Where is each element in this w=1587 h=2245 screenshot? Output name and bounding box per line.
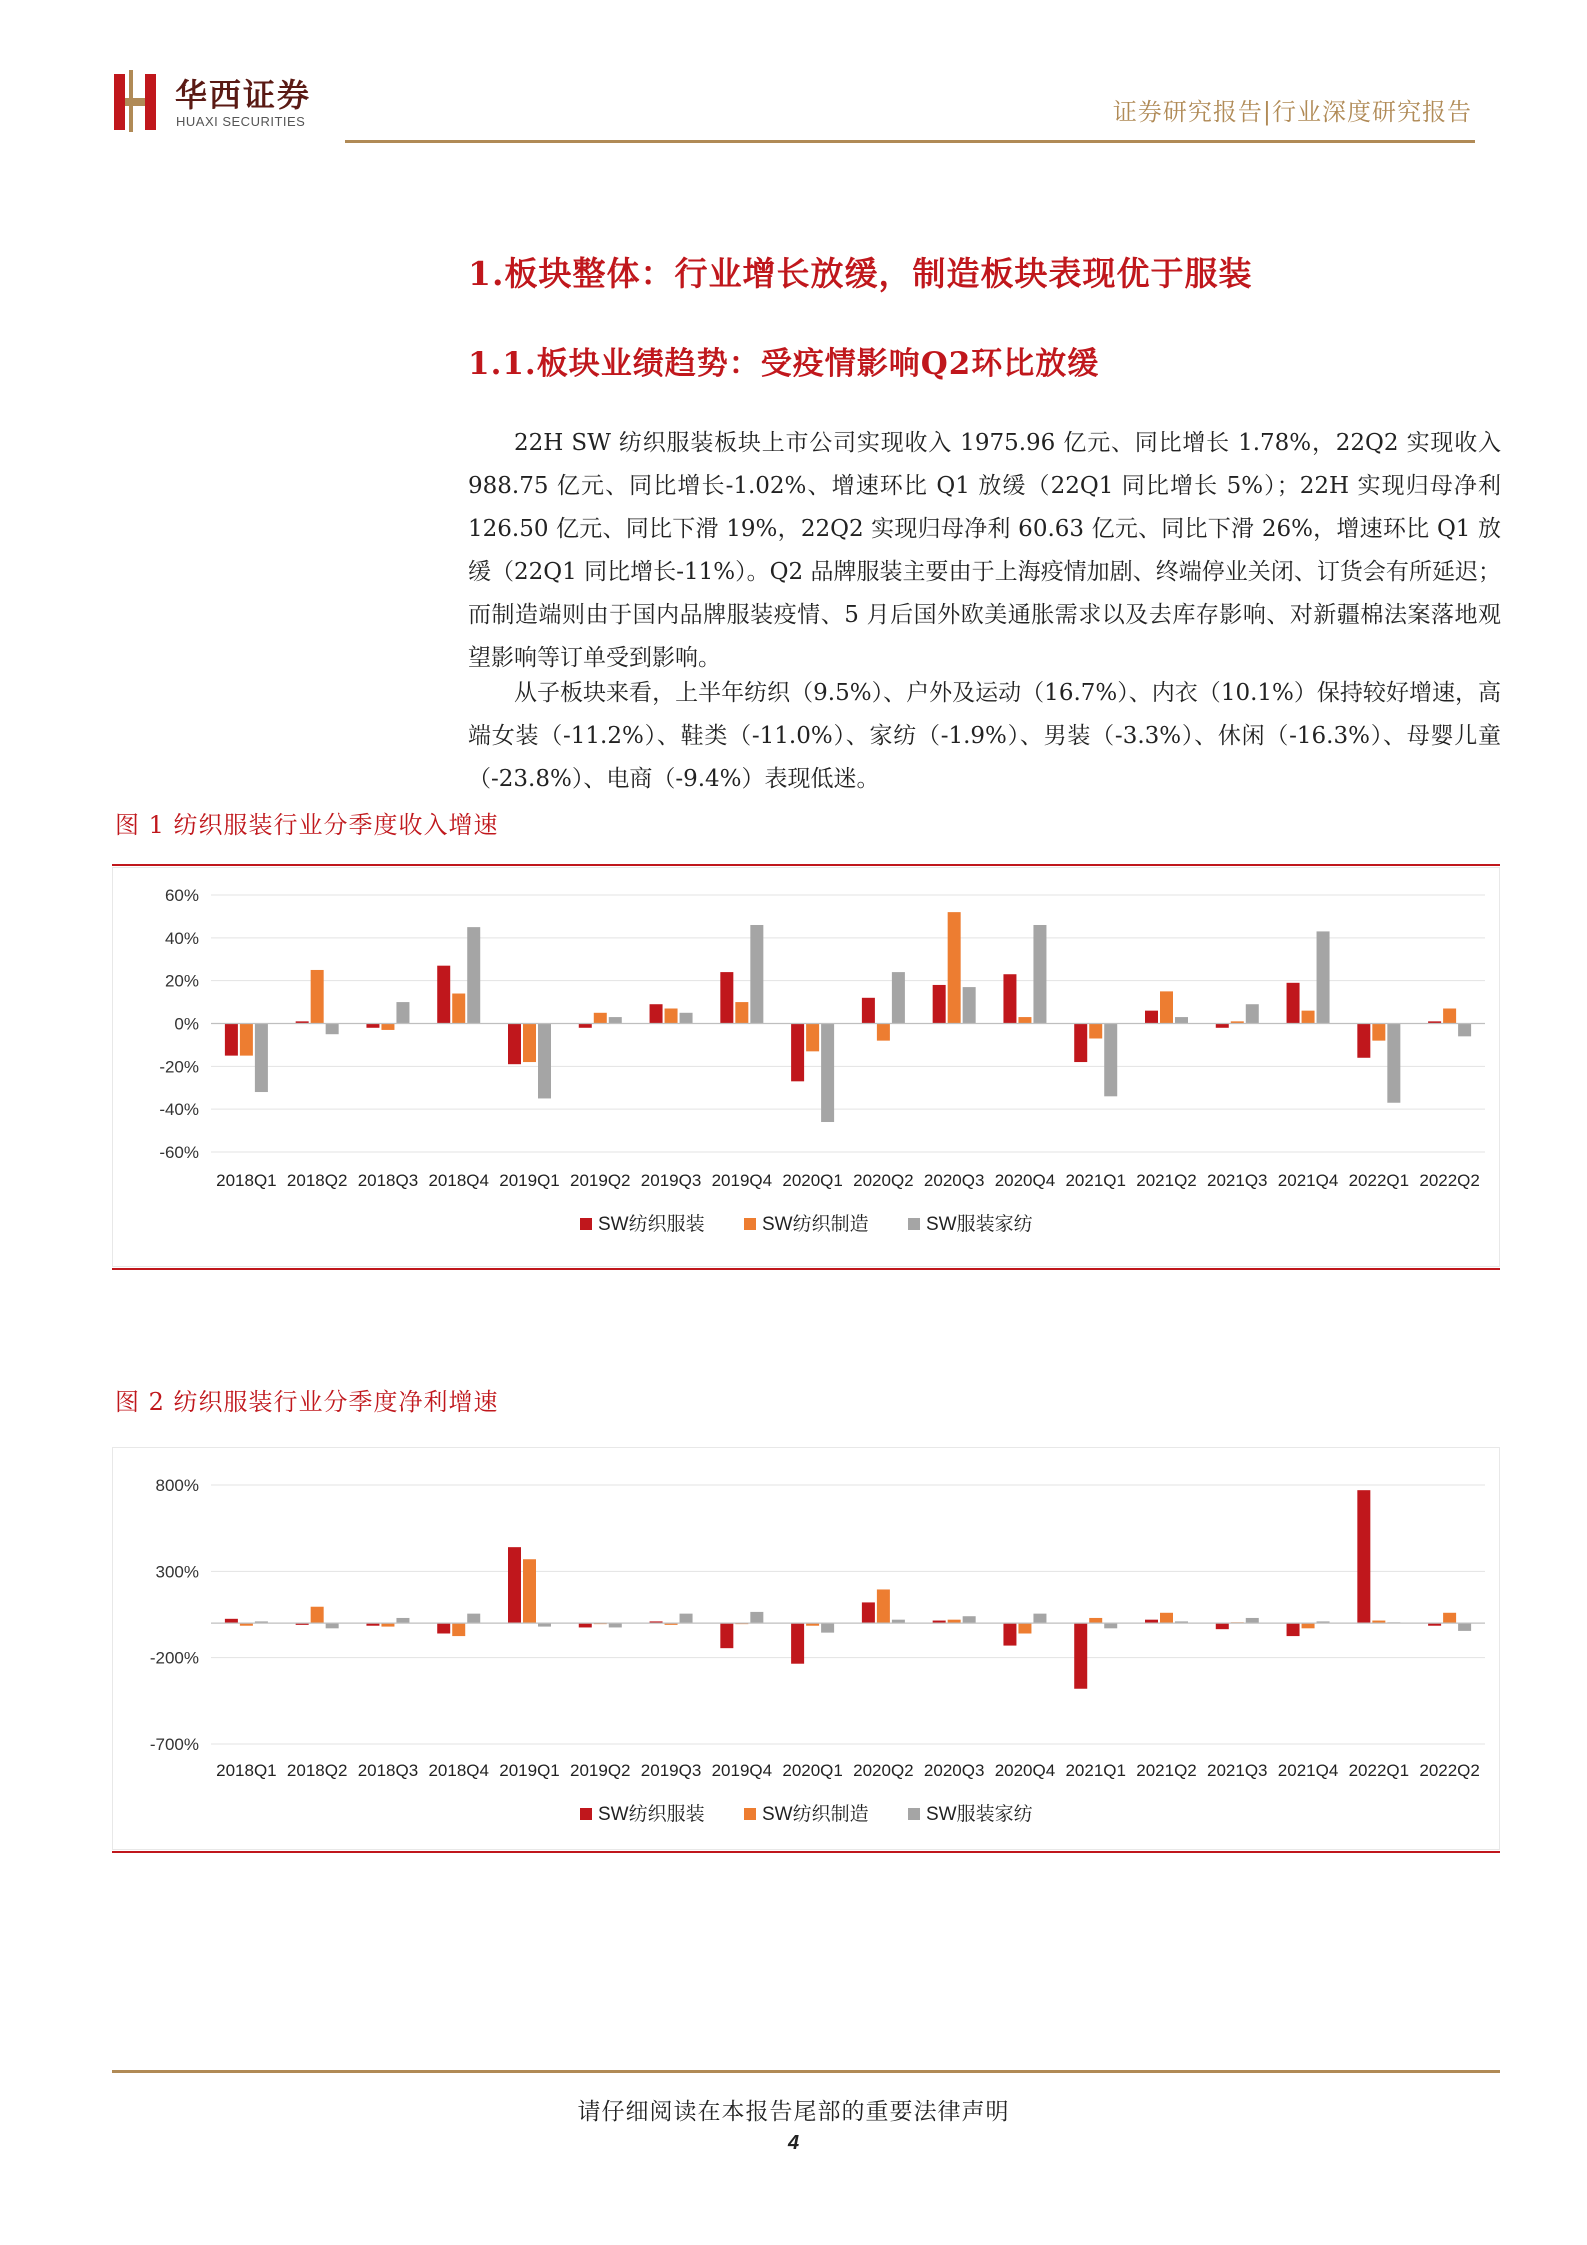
- bar-2022Q1-series-1: [1357, 1490, 1370, 1623]
- x-category-label: 2020Q3: [923, 1761, 985, 1780]
- bar-2018Q1-series-1: [225, 1024, 238, 1056]
- x-category-label: 2019Q4: [711, 1171, 773, 1190]
- footer-divider: [112, 2070, 1500, 2073]
- y-tick-label: -60%: [159, 1143, 199, 1162]
- bar-2018Q3-series-1: [366, 1024, 379, 1028]
- bar-2019Q3-series-2: [665, 1009, 678, 1024]
- bar-2022Q2-series-2: [1443, 1009, 1456, 1024]
- bar-2019Q4-series-3: [750, 925, 763, 1024]
- bar-2018Q3-series-3: [396, 1618, 409, 1623]
- bar-2018Q2-series-2: [311, 1607, 324, 1623]
- x-category-label: 2020Q2: [853, 1761, 914, 1780]
- x-category-label: 2019Q2: [570, 1171, 631, 1190]
- x-category-label: 2019Q1: [499, 1761, 560, 1780]
- header-divider: [345, 140, 1475, 143]
- bar-2019Q2-series-3: [609, 1017, 622, 1023]
- bar-2019Q2-series-1: [579, 1024, 592, 1028]
- bar-2021Q1-series-1: [1074, 1024, 1087, 1063]
- bar-2021Q2-series-3: [1175, 1017, 1188, 1023]
- logo-chinese-name: 华西证券: [175, 76, 312, 114]
- x-category-label: 2021Q2: [1136, 1761, 1197, 1780]
- y-tick-label: -20%: [159, 1057, 199, 1077]
- bar-2022Q2-series-2: [1443, 1613, 1456, 1623]
- figure-1-top-rule: [112, 864, 1500, 866]
- bar-2020Q1-series-1: [791, 1623, 804, 1664]
- bar-2018Q4-series-1: [437, 1623, 450, 1633]
- x-category-label: 2022Q2: [1419, 1761, 1480, 1780]
- x-category-label: 2020Q2: [853, 1171, 914, 1190]
- bar-2018Q4-series-2: [452, 1623, 465, 1636]
- bar-2020Q3-series-1: [933, 985, 946, 1024]
- bar-2021Q1-series-3: [1104, 1024, 1117, 1097]
- legend-label: SW纺织制造: [762, 1214, 869, 1235]
- x-category-label: 2020Q3: [923, 1171, 985, 1190]
- bar-2020Q1-series-2: [806, 1024, 819, 1052]
- bar-2018Q4-series-2: [452, 994, 465, 1024]
- x-category-label: 2021Q2: [1136, 1171, 1197, 1190]
- bar-2020Q2-series-2: [877, 1024, 890, 1041]
- x-category-label: 2018Q1: [216, 1761, 277, 1780]
- y-tick-label: 20%: [164, 971, 199, 991]
- figure-2-title: 图 2 纺织服装行业分季度净利增速: [115, 1388, 499, 1416]
- bar-2020Q4-series-1: [1003, 974, 1016, 1023]
- figure-1-bottom-rule: [112, 1268, 1500, 1270]
- page-number: 4: [787, 2132, 800, 2154]
- x-category-label: 2020Q4: [994, 1761, 1056, 1780]
- legend-label: SW服装家纺: [926, 1214, 1033, 1235]
- y-tick-label: 800%: [155, 1476, 199, 1495]
- bar-2021Q1-series-1: [1074, 1623, 1087, 1689]
- bar-2019Q1-series-1: [508, 1547, 521, 1623]
- body-paragraph-1: 22H SW 纺织服装板块上市公司实现收入 1975.96 亿元、同比增长 1.78%，22Q2 实现收入 988.75 亿元、同比增长-1.02%、增速环比 Q1 放缓（22Q1 同比增长 5%）；22H 实现归母净利 126.50 亿元、同比下滑 19%，22Q2 实现归母净利 60.63 亿元、同比下滑 26%，增速环比 Q1 放缓（22Q1 同比增长-11%）。Q2 品牌服装主要由于上海疫情加剧、终端停业关闭、订货会有所延迟；而制造端则由于国内品牌服装疫情、5 月后国外欧美通胀需求以及去库存影响、对新疆棉法案落地观望影响等订单受到影响。: [468, 430, 1501, 671]
- legal-disclaimer-note: 请仔细阅读在本报告尾部的重要法律声明: [577, 2099, 1010, 2125]
- bar-2020Q2-series-1: [862, 1602, 875, 1623]
- x-category-label: 2021Q1: [1065, 1761, 1126, 1780]
- bar-2019Q2-series-3: [609, 1623, 622, 1627]
- figure-2-chart-frame: [112, 1447, 1500, 1850]
- x-category-label: 2021Q4: [1277, 1761, 1339, 1780]
- bar-2022Q1-series-1: [1357, 1024, 1370, 1058]
- bar-2018Q2-series-3: [326, 1024, 339, 1035]
- bar-2021Q1-series-3: [1104, 1623, 1117, 1628]
- section-heading: 1.板块整体：行业增长放缓，制造板块表现优于服装: [468, 254, 1253, 293]
- figure-2-bottom-rule: [112, 1851, 1500, 1853]
- x-category-label: 2021Q3: [1207, 1761, 1268, 1780]
- bar-2019Q4-series-2: [735, 1002, 748, 1023]
- x-category-label: 2019Q3: [640, 1171, 702, 1190]
- revenue-growth-chart: [113, 868, 1499, 1266]
- bar-2021Q2-series-2: [1160, 1613, 1173, 1623]
- x-category-label: 2018Q3: [357, 1171, 419, 1190]
- bar-2021Q4-series-1: [1287, 1623, 1300, 1636]
- bar-2020Q3-series-3: [963, 987, 976, 1023]
- bar-2021Q4-series-3: [1317, 931, 1330, 1023]
- x-category-label: 2018Q3: [357, 1761, 419, 1780]
- bar-2020Q4-series-3: [1033, 1614, 1046, 1623]
- bar-2019Q3-series-3: [680, 1013, 693, 1024]
- logo-english-name: HUAXI SECURITIES: [176, 114, 306, 129]
- x-category-label: 2018Q1: [216, 1171, 277, 1190]
- bar-2021Q2-series-1: [1145, 1011, 1158, 1024]
- bar-2019Q4-series-3: [750, 1612, 763, 1623]
- legend-swatch: [744, 1808, 756, 1820]
- figure-1-chart-frame: [112, 867, 1500, 1267]
- y-tick-label: 40%: [164, 928, 199, 948]
- body-paragraph-2: 从子板块来看，上半年纺织（9.5%）、户外及运动（16.7%）、内衣（10.1%）保持较好增速，高端女装（-11.2%）、鞋类（-11.0%）、家纺（-1.9%）、男装（-3.3%）、休闲（-16.3%）、母婴儿童（-23.8%）、电商（-9.4%）表现低迷。: [468, 680, 1501, 792]
- bar-2018Q1-series-1: [225, 1619, 238, 1623]
- x-category-label: 2021Q1: [1065, 1171, 1126, 1190]
- bar-2021Q1-series-2: [1089, 1618, 1102, 1623]
- bar-2020Q2-series-2: [877, 1589, 890, 1623]
- bar-2020Q4-series-2: [1018, 1017, 1031, 1023]
- bar-2021Q3-series-3: [1246, 1004, 1259, 1023]
- bar-2019Q3-series-3: [680, 1614, 693, 1623]
- bar-2021Q2-series-2: [1160, 991, 1173, 1023]
- x-category-label: 2020Q1: [782, 1171, 843, 1190]
- x-category-label: 2018Q4: [428, 1171, 489, 1190]
- figure-1-title: 图 1 纺织服装行业分季度收入增速: [115, 811, 499, 839]
- bar-2020Q2-series-1: [862, 998, 875, 1024]
- bar-2019Q1-series-2: [523, 1024, 536, 1063]
- bar-2021Q4-series-1: [1287, 983, 1300, 1024]
- x-category-label: 2022Q1: [1348, 1171, 1410, 1190]
- bar-2018Q1-series-2: [240, 1024, 253, 1056]
- legend-swatch: [744, 1218, 756, 1230]
- bar-2018Q3-series-3: [396, 1002, 409, 1023]
- huaxi-logo-icon: [112, 70, 160, 132]
- x-category-label: 2021Q4: [1277, 1171, 1339, 1190]
- bar-2018Q2-series-2: [311, 970, 324, 1024]
- bar-2019Q1-series-3: [538, 1024, 551, 1099]
- y-tick-label: 60%: [164, 886, 199, 905]
- bar-2021Q4-series-2: [1302, 1623, 1315, 1628]
- bar-2020Q1-series-3: [821, 1623, 834, 1632]
- legend-swatch: [580, 1808, 592, 1820]
- bar-2019Q2-series-1: [579, 1623, 592, 1627]
- subsection-heading: 1.1.板块业绩趋势：受疫情影响Q2环比放缓: [468, 346, 1100, 382]
- x-category-label: 2022Q1: [1348, 1761, 1410, 1780]
- bar-2020Q2-series-3: [892, 972, 905, 1023]
- report-type-label: 证券研究报告|行业深度研究报告: [1112, 98, 1472, 126]
- bar-2018Q4-series-3: [467, 1614, 480, 1623]
- bar-2019Q4-series-1: [720, 972, 733, 1023]
- profit-growth-chart: [113, 1448, 1499, 1849]
- x-category-label: 2019Q1: [499, 1171, 560, 1190]
- bar-2018Q3-series-2: [381, 1024, 394, 1030]
- x-category-label: 2018Q2: [286, 1171, 348, 1190]
- bar-2020Q3-series-3: [963, 1616, 976, 1623]
- x-category-label: 2019Q3: [640, 1761, 702, 1780]
- x-category-label: 2018Q4: [428, 1761, 489, 1780]
- y-tick-label: -700%: [149, 1735, 199, 1754]
- bar-2020Q1-series-3: [821, 1024, 834, 1123]
- bar-2020Q3-series-2: [948, 912, 961, 1023]
- bar-2020Q1-series-1: [791, 1024, 804, 1082]
- bar-2021Q1-series-2: [1089, 1024, 1102, 1039]
- y-tick-label: 0%: [174, 1014, 199, 1034]
- bar-2020Q4-series-2: [1018, 1623, 1031, 1633]
- bar-2018Q2-series-3: [326, 1623, 339, 1628]
- x-category-label: 2021Q3: [1207, 1171, 1268, 1190]
- bar-2022Q1-series-2: [1372, 1024, 1385, 1041]
- x-category-label: 2022Q2: [1419, 1171, 1480, 1190]
- bar-2019Q2-series-2: [594, 1013, 607, 1024]
- bar-2020Q4-series-3: [1033, 925, 1046, 1024]
- legend-swatch: [580, 1218, 592, 1230]
- y-tick-label: -40%: [159, 1100, 199, 1120]
- bar-2018Q1-series-3: [255, 1024, 268, 1093]
- legend-swatch: [908, 1218, 920, 1230]
- bar-2022Q2-series-3: [1458, 1024, 1471, 1037]
- bar-2022Q1-series-3: [1387, 1024, 1400, 1103]
- legend-swatch: [908, 1808, 920, 1820]
- legend-label: SW服装家纺: [926, 1804, 1033, 1825]
- bar-2020Q4-series-1: [1003, 1623, 1016, 1645]
- bar-2021Q3-series-1: [1216, 1024, 1229, 1028]
- bar-2018Q4-series-1: [437, 966, 450, 1024]
- bar-2019Q1-series-2: [523, 1559, 536, 1623]
- legend-label: SW纺织服装: [598, 1804, 705, 1825]
- y-tick-label: 300%: [155, 1562, 199, 1582]
- x-category-label: 2020Q1: [782, 1761, 843, 1780]
- x-category-label: 2020Q4: [994, 1171, 1056, 1190]
- legend-label: SW纺织服装: [598, 1214, 705, 1235]
- bar-2019Q4-series-1: [720, 1623, 733, 1648]
- legend-label: SW纺织制造: [762, 1804, 869, 1825]
- bar-2018Q4-series-3: [467, 927, 480, 1023]
- x-category-label: 2019Q2: [570, 1761, 631, 1780]
- bar-2021Q3-series-1: [1216, 1623, 1229, 1629]
- y-tick-label: -200%: [149, 1648, 199, 1668]
- bar-2022Q2-series-3: [1458, 1623, 1471, 1631]
- bar-2021Q3-series-3: [1246, 1618, 1259, 1623]
- x-category-label: 2019Q4: [711, 1761, 773, 1780]
- x-category-label: 2018Q2: [286, 1761, 348, 1780]
- bar-2019Q1-series-1: [508, 1024, 521, 1065]
- bar-2019Q3-series-1: [650, 1004, 663, 1023]
- bar-2021Q4-series-2: [1302, 1011, 1315, 1024]
